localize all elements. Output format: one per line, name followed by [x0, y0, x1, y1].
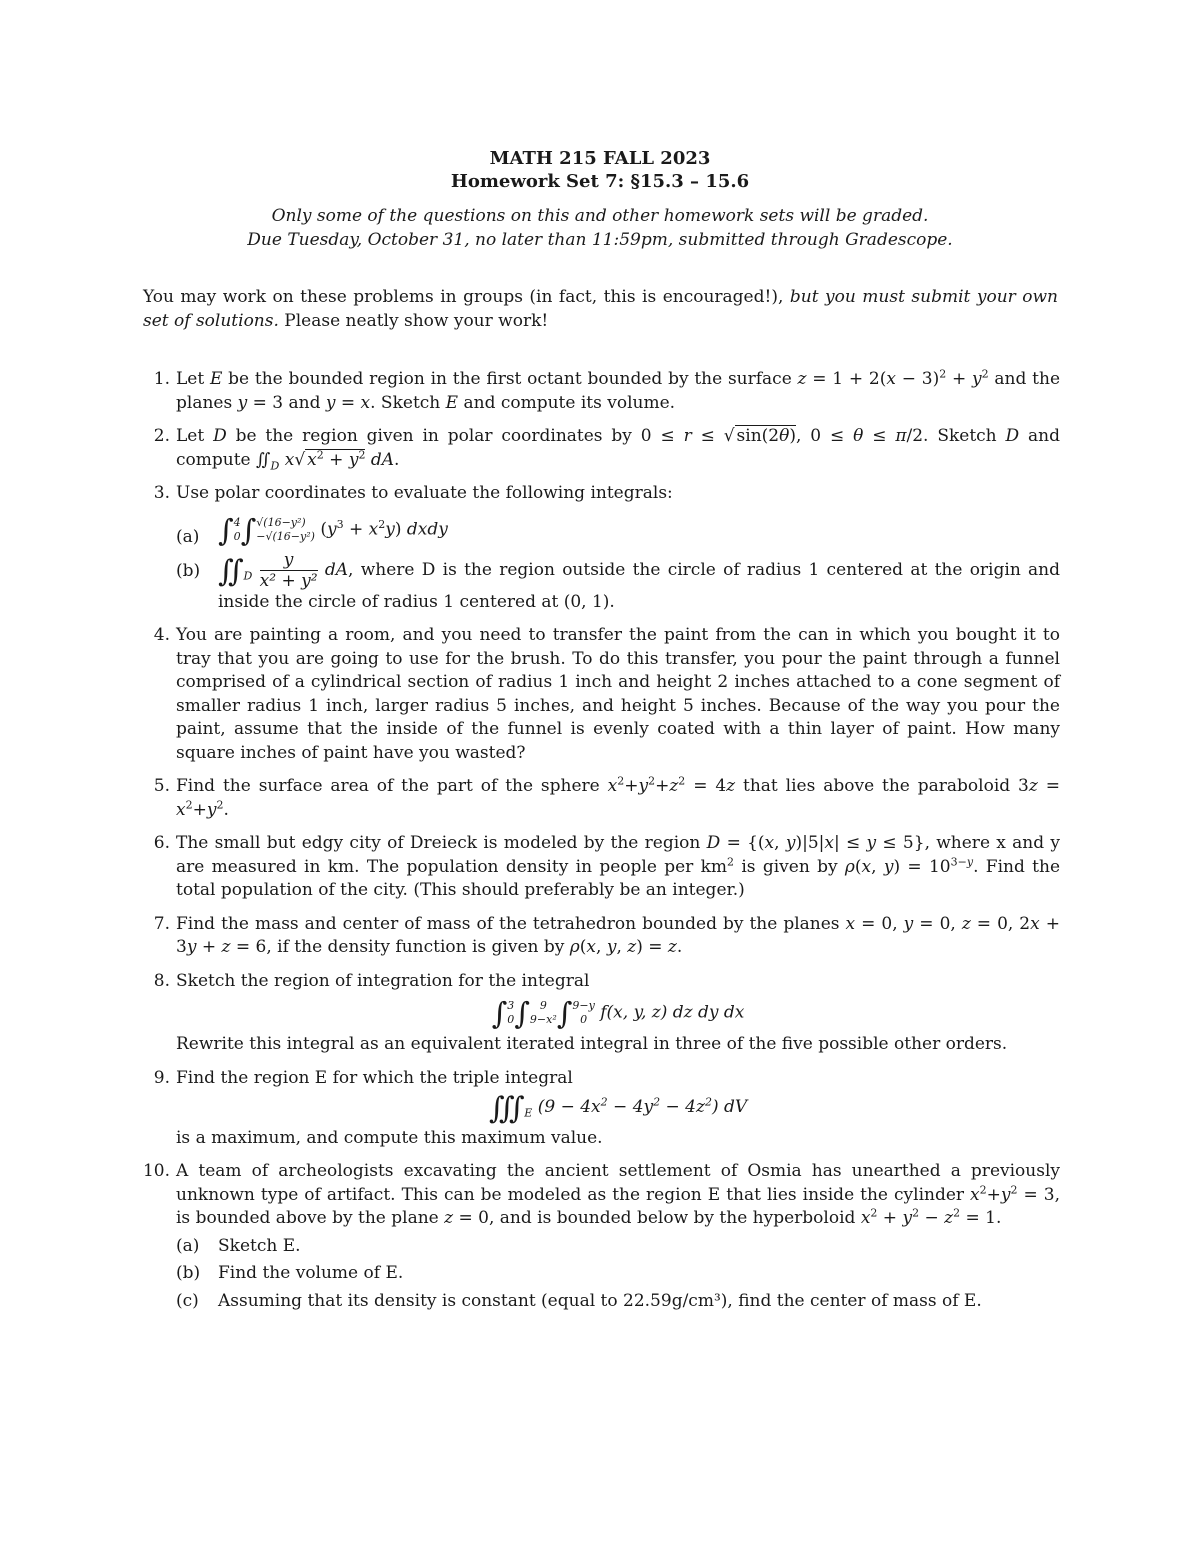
document-header — [0, 147, 1200, 193]
problem-3: 3. Use polar coordinates to evaluate the following integrals: (a) ∫4 0∫√(16−y²) −√(16−y²) $(y^3 + x^2y)$ dxdy (b) $∬_D$ $\frac{y}{\text{x² + y²}}$ dA, where D is the region outside the circle of radius 1 centered at the origin and inside the circle of radius 1 centered at (0, 1). — [176, 482, 1060, 614]
due-date-note: Due Tuesday, October 31, no later than 11:59pm, submitted through Gradescope. — [247, 229, 953, 250]
problem-3b: (b) $∬_D$ $\frac{y}{\text{x² + y²}}$ dA, where D is the region outside the circle of radius 1 centered at the origin and inside the circle of radius 1 centered at (0, 1). — [176, 549, 1061, 612]
problem-10c: (c) Assuming that its density is constant (equal to 22.59g/cm³), find the center of mass of E. — [176, 1290, 982, 1311]
problem-9-integral: $∭_E$ $(9 - 4x^2 - 4y^2 - 4z^2)$ dV — [488, 1091, 748, 1126]
course-title: MATH 215 FALL 2023 — [489, 148, 711, 169]
problem-10: 10. A team of archeologists excavating the ancient settlement of Osmia has unearthed a previously unknown type of artifact. This can be modeled as the region E that lies inside the cylinder $x^2+y^2 = 3$, is bounded above by the plane z = 0, and is bounded below by the hyperboloid $x^2 + y^2 - z^2 = 1$. (a) Sketch E. (b) Find the volume of E. (c) Assuming that its density is constant (equal to 22.59g/cm³), find the center of mass of E. — [176, 1160, 1060, 1313]
problem-4: 4. You are painting a room, and you need to transfer the paint from the can in which you bought it to tray that you are going to use for the brush. To do this transfer, you pour the paint through a funnel comprised of a cylindrical section of radius 1 inch and height 2 inches attached to a cone segment of smaller radius 1 inch, larger radius 5 inches, and height 5 inches. Because of the way you pour the paint, assume that the inside of the funnel is evenly coated with a thin layer of paint. How many square inches of paint have you wasted? — [153, 625, 1060, 763]
problem-3a: (a) ∫4 0∫√(16−y²) −√(16−y²) $(y^3 + x^2y)$ dxdy — [176, 513, 448, 548]
problem-10a: (a) Sketch E. — [176, 1235, 301, 1256]
problem-8-integral: ∫3 0∫ 9 9−x²∫9−y 0 f(x, y, z) dz dy dx — [491, 996, 745, 1032]
problem-9: 9. Find the region E for which the triple integral $∭_E$ $(9 - 4x^2 - 4y^2 - 4z^2)$ dV is a maximum, and compute this maximum value. — [176, 1067, 1060, 1151]
problem-2: 2. Let D be the region given in polar coordinates by 0 ≤ r ≤ √ sin(2θ), 0 ≤ θ ≤ π/2. Sketch D and compute $∬_D$ x√ $x^2 + y^2$ dA. — [153, 426, 1060, 472]
grading-note — [0, 205, 1200, 252]
problem-8: 8. Sketch the region of integration for the integral ∫3 0∫ 9 9−x²∫9−y 0 f(x, y, z) dz dy dx Rewrite this integral as an equivalent iterated integral in three of the five possible other orders. — [176, 970, 1060, 1057]
problem-7: 7. Find the mass and center of mass of the tetrahedron bounded by the planes x = 0, y = 0, z = 0, 2x + 3y + z = 6, if the density function is given by ρ(x, y, z) = z. — [153, 913, 1060, 957]
graded-note: Only some of the questions on this and other homework sets will be graded. — [271, 206, 929, 226]
homework-set-title: Homework Set 7: §15.3 – 15.6 — [450, 171, 750, 192]
problem-1: 1. Let E be the bounded region in the first octant bounded by the surface $z = 1 + 2(x - 3)^2 + y^2$ and the planes y = 3 and y = x. Sketch E and compute its volume. — [153, 367, 1061, 413]
problem-10b: (b) Find the volume of E. — [176, 1263, 404, 1283]
problem-list — [0, 368, 1200, 1323]
problem-6: 6. The small but edgy city of Dreieck is modeled by the region D = {(x, y)|5|x| ≤ y ≤ 5}, where x and y are measured in km. The population density in people per $km^2$ is given by ρ(x, $y) = 10^{3-y}$. Find the total population of the city. (This should preferably be an integer.) — [153, 833, 1061, 900]
instructions-paragraph: You may work on these problems in groups (in fact, this is encouraged!), but you must submit your own set of solutions. Please neatly show your work! — [143, 287, 1058, 331]
problem-5: 5. Find the surface area of the part of the sphere $x^2+y^2+z^2 = 4z$ that lies above the paraboloid $3z = x^2+y^2$. — [153, 774, 1060, 820]
